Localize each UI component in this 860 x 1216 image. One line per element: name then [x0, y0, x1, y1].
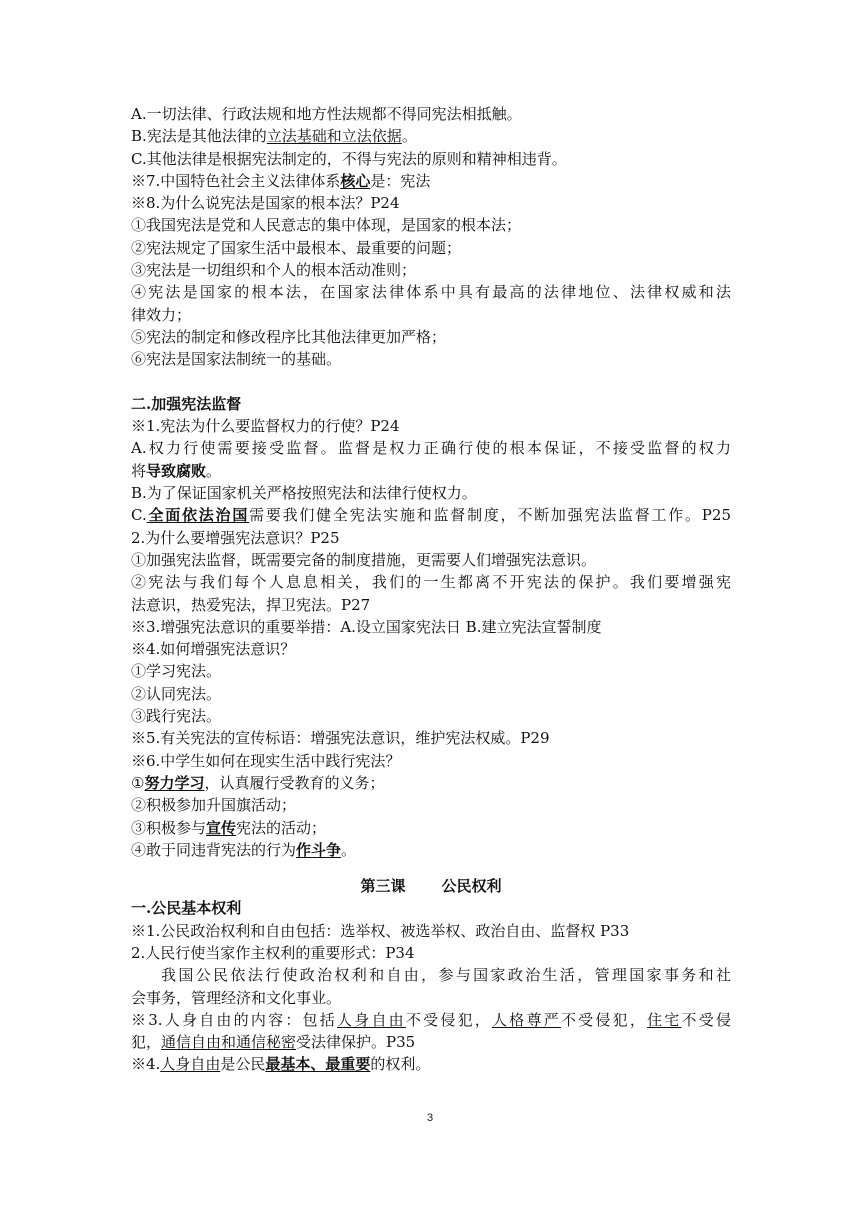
bold-term: 导致腐败 — [146, 461, 207, 480]
lesson-title: 第三课 公民权利 — [360, 877, 502, 896]
section-heading: 一.公民基本权利 — [131, 899, 242, 918]
question-line: 2.人民行使当家作主权利的重要形式：P34 — [131, 943, 415, 962]
question-line: ※4.如何增强宪法意识？ — [131, 640, 296, 659]
text-line: ※5.有关宪法的宣传标语：增强宪法意识，维护宪法权威。P29 — [131, 729, 550, 748]
text-line: ※3.增强宪法意识的重要举措：A.设立国家宪法日 B.建立宪法宣誓制度 — [131, 617, 602, 636]
text-line: ※3.人身自由的内容：包括人身自由不受侵犯，人格尊严不受侵犯，住宅不受侵 — [131, 1010, 731, 1029]
text-line: ①学习宪法。 — [131, 662, 222, 681]
text-line: ④敢于同违背宪法的行为作斗争。 — [131, 840, 357, 859]
text-line: ②积极参加升国旗活动； — [131, 796, 297, 815]
underlined-term: 住宅 — [647, 1010, 682, 1029]
page-number: 3 — [426, 1112, 434, 1124]
text-line: 会事务，管理经济和文化事业。 — [131, 988, 342, 1007]
text-line: ※4.人身自由是公民最基本、最重要的权利。 — [131, 1055, 431, 1074]
text-line: 将导致腐败。 — [131, 461, 222, 480]
text-line: A.权力行使需要接受监督。监督是权力正确行使的根本保证，不接受监督的权力 — [131, 439, 731, 458]
underlined-term: 人身自由 — [337, 1010, 406, 1029]
key-term: 宣传 — [206, 818, 237, 837]
underlined-term: 人身自由 — [160, 1055, 221, 1074]
text-line: 犯，通信自由和通信秘密受法律保护。P35 — [131, 1033, 416, 1052]
text-line: B.为了保证国家机关严格按照宪法和法律行使权力。 — [131, 484, 477, 503]
key-term: 全面依法治国 — [146, 506, 250, 525]
key-term: 作斗争 — [296, 840, 342, 859]
question-line: ※8.为什么说宪法是国家的根本法？P24 — [131, 194, 400, 213]
text-line: 我国公民依法行使政治权利和自由，参与国家政治生活，管理国家事务和社 — [161, 966, 731, 985]
key-term: 最基本、最重要 — [265, 1055, 371, 1074]
text-line: ④宪法是国家的根本法，在国家法律体系中具有最高的法律地位、法律权威和法 — [131, 283, 731, 302]
text-line: ②宪法与我们每个人息息相关，我们的一生都离不开宪法的保护。我们要增强宪 — [131, 573, 731, 592]
text-line: 法意识，热爱宪法，捍卫宪法。P27 — [131, 595, 371, 614]
text-line: B.宪法是其他法律的立法基础和立法依据。 — [131, 127, 417, 146]
text-line: ③践行宪法。 — [131, 707, 222, 726]
text-line: ⑥宪法是国家法制统一的基础。 — [131, 350, 342, 369]
text-line: C.全面依法治国需要我们健全宪法实施和监督制度，不断加强宪法监督工作。P25 — [131, 506, 731, 525]
text-line: ③宪法是一切组织和个人的根本活动准则； — [131, 261, 417, 280]
key-term: 努力学习 — [144, 773, 205, 792]
text-line: 律效力； — [131, 305, 192, 324]
underlined-term: 立法基础和立法依据 — [266, 127, 402, 146]
underlined-term: 通信自由和通信秘密 — [161, 1033, 297, 1052]
underlined-term: 人格尊严 — [492, 1010, 561, 1029]
text-line: ①我国宪法是党和人民意志的集中体现，是国家的根本法； — [131, 216, 522, 235]
text-line: A.一切法律、行政法规和地方性法规都不得同宪法相抵触。 — [131, 105, 522, 123]
question-line: ※6.中学生如何在现实生活中践行宪法？ — [131, 751, 401, 770]
text-line: C.其他法律是根据宪法制定的，不得与宪法的原则和精神相违背。 — [131, 149, 567, 168]
page-content — [131, 103, 731, 1076]
text-line: ②认同宪法。 — [131, 684, 222, 703]
text-line: ①加强宪法监督，既需要完备的制度措施，更需要人们增强宪法意识。 — [131, 550, 597, 569]
text-line: ①努力学习，认真履行受教育的义务； — [131, 773, 385, 792]
text-line: ⑤宪法的制定和修改程序比其他法律更加严格； — [131, 327, 447, 346]
text-line: ③积极参与宣传宪法的活动； — [131, 818, 327, 837]
text-line: ②宪法规定了国家生活中最根本、最重要的问题； — [131, 238, 462, 257]
text-line: ※1.公民政治权利和自由包括：选举权、被选举权、政治自由、监督权 P33 — [131, 921, 630, 940]
question-line: 2.为什么要增强宪法意识？P25 — [131, 528, 340, 547]
key-term: 核心 — [340, 171, 371, 190]
section-heading: 二.加强宪法监督 — [131, 394, 242, 413]
text-line: ※7.中国特色社会主义法律体系核心是：宪法 — [131, 171, 431, 190]
question-line: ※1.宪法为什么要监督权力的行使？P24 — [131, 417, 400, 436]
